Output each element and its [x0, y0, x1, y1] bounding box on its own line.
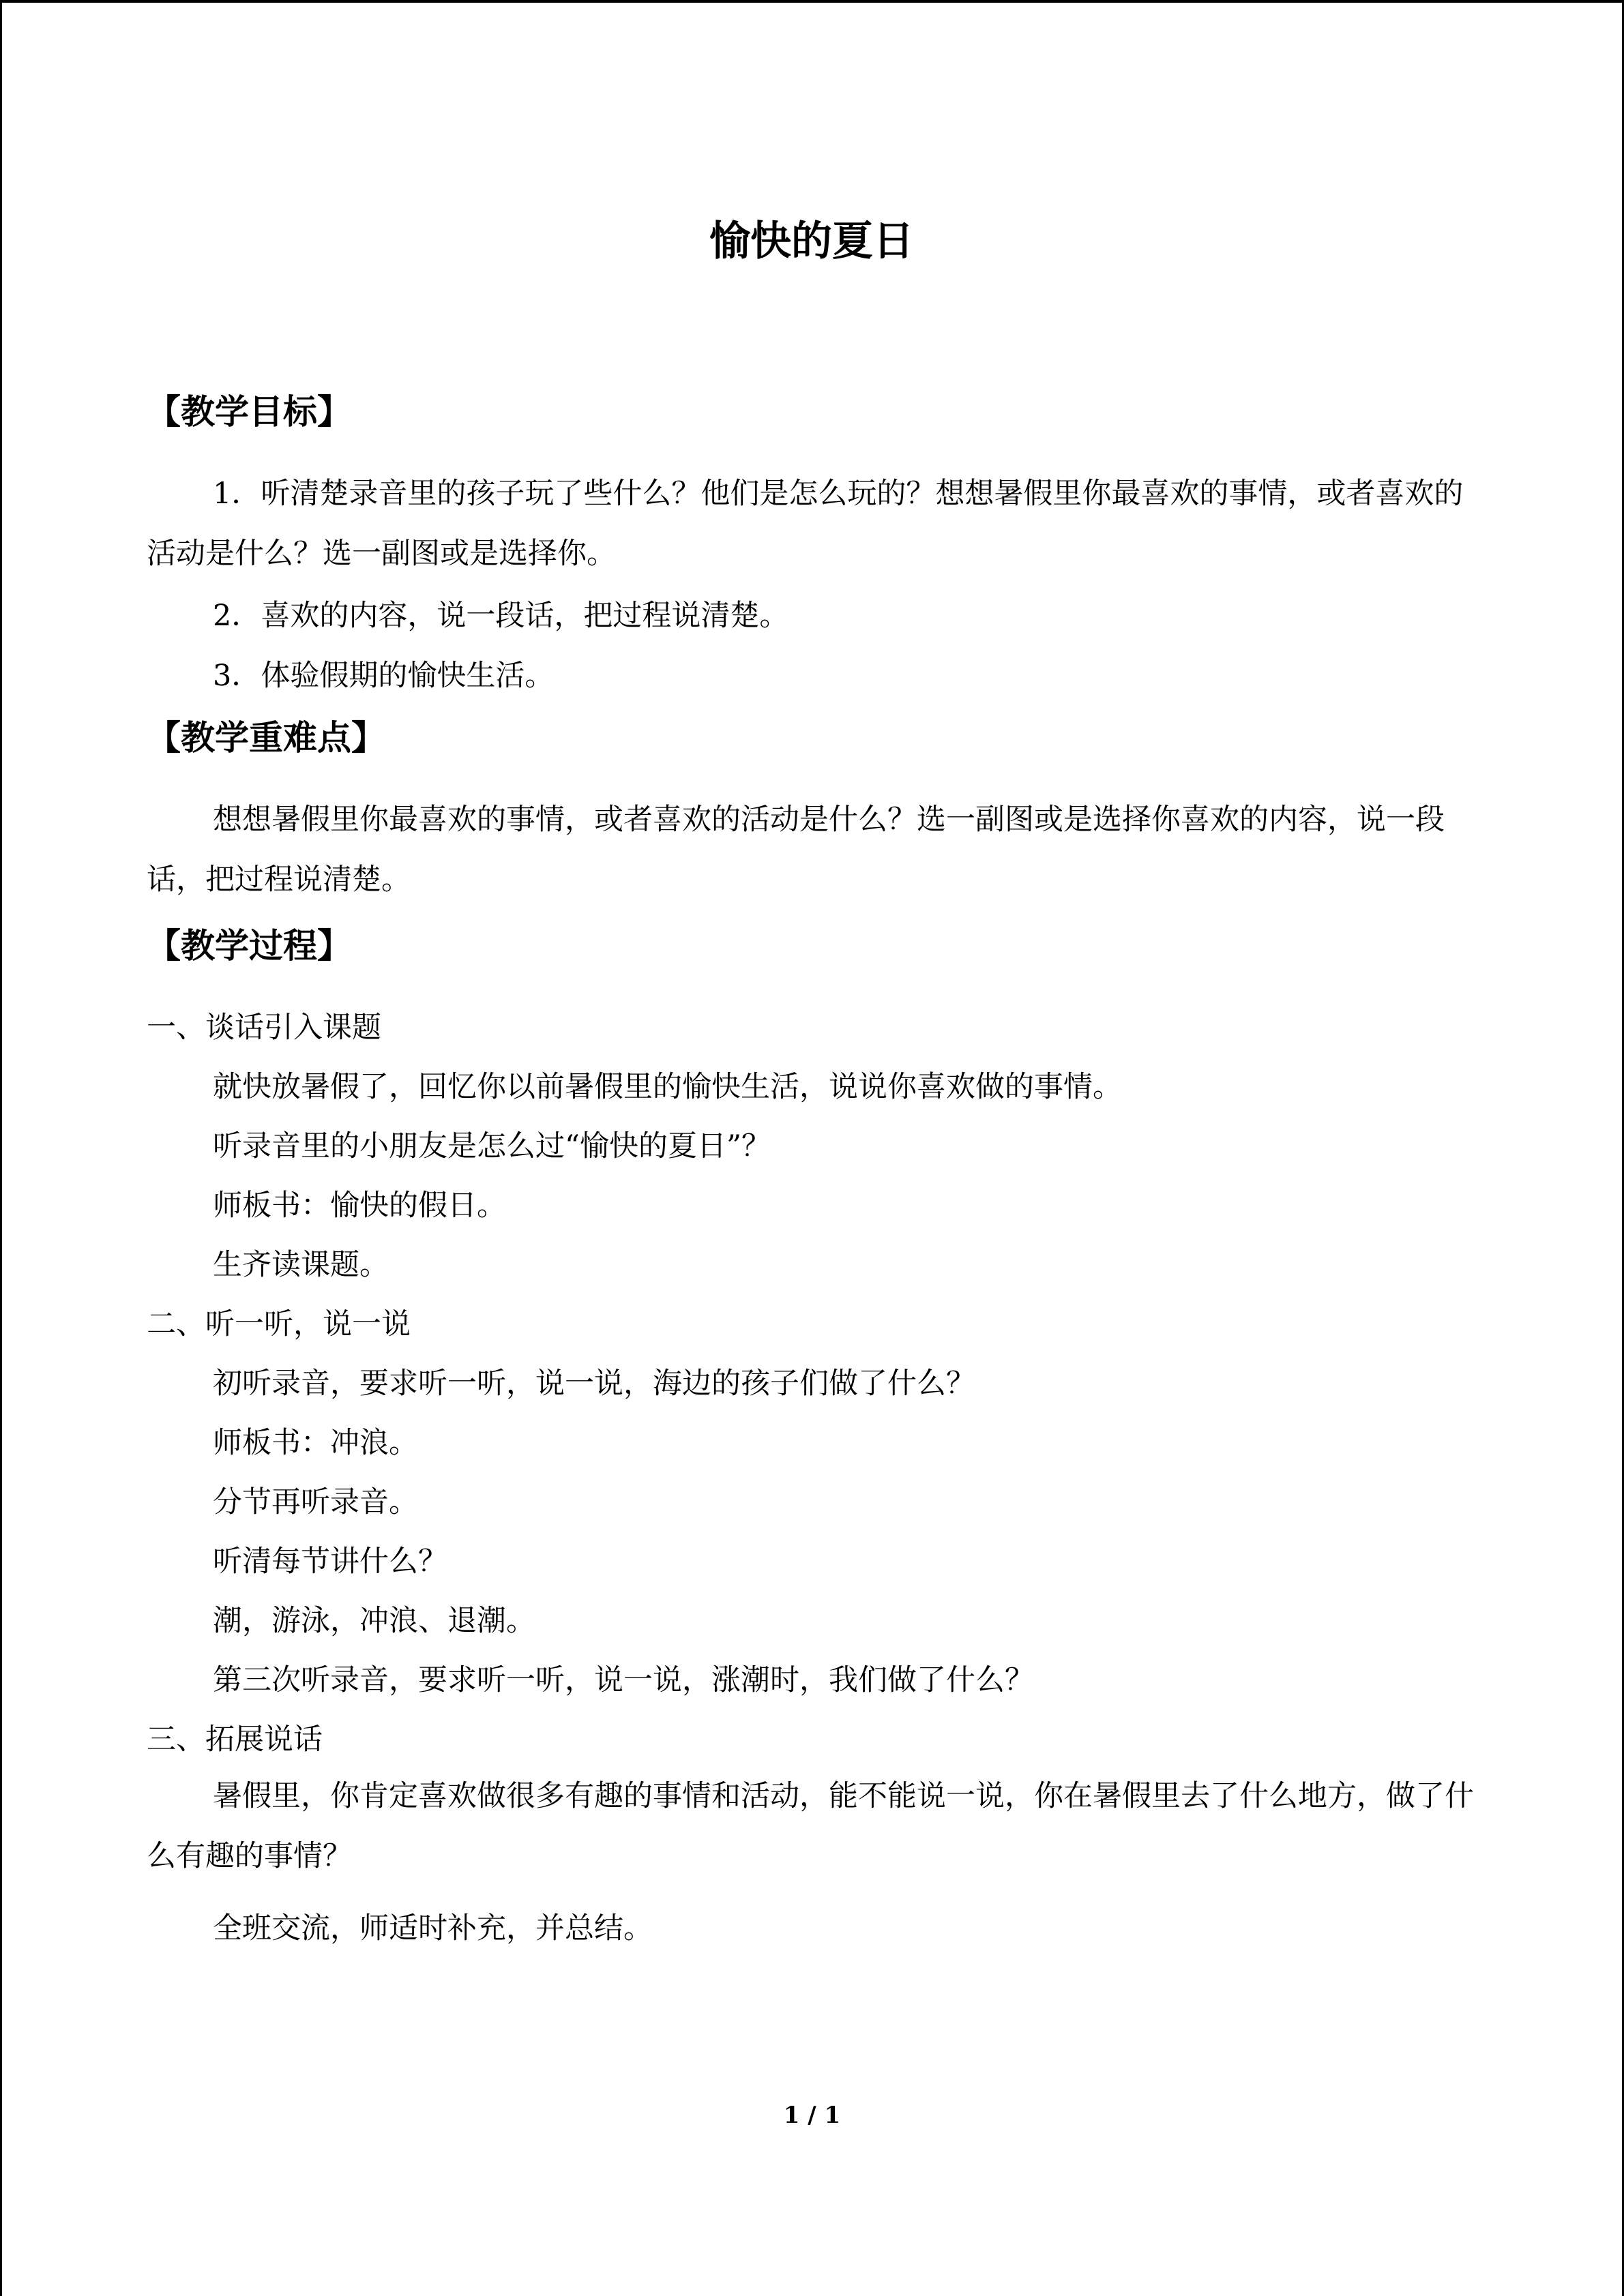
process-part1-line: 听录音里的小朋友是怎么过“愉快的夏日”？	[213, 1129, 771, 1163]
process-part2-line: 潮，游泳，冲浪、退潮。	[213, 1604, 535, 1638]
objective-item-3: 3．体验假期的愉快生活。	[213, 659, 555, 693]
objective-item-2: 2．喜欢的内容，说一段话，把过程说清楚。	[213, 599, 789, 633]
page-number: 1 / 1	[783, 2102, 841, 2129]
process-part3-line: 全班交流，师适时补充，并总结。	[213, 1911, 653, 1945]
process-part2-line: 师板书：冲浪。	[213, 1426, 418, 1460]
objective-item-1: 1．听清楚录音里的孩子玩了些什么？他们是怎么玩的？想想暑假里你最喜欢的事情，或者喜欢的活动是什么？选一副图或是选择你。	[147, 477, 1464, 571]
key-points-text: 想想暑假里你最喜欢的事情，或者喜欢的活动是什么？选一副图或是选择你喜欢的内容，说一段话，把过程说清楚。	[147, 803, 1445, 897]
process-part1-line: 就快放暑假了，回忆你以前暑假里的愉快生活，说说你喜欢做的事情。	[213, 1070, 1122, 1104]
process-part2-title: 二、听一听，说一说	[147, 1307, 411, 1341]
process-part2-line: 分节再听录音。	[213, 1485, 418, 1519]
process-part1-title: 一、谈话引入课题	[147, 1011, 381, 1045]
process-heading: 【教学过程】	[147, 926, 351, 966]
objectives-heading: 【教学目标】	[147, 392, 351, 432]
process-part3-title: 三、拓展说话	[147, 1723, 323, 1757]
process-part1-line: 生齐读课题。	[213, 1248, 389, 1282]
key-points-heading: 【教学重难点】	[147, 718, 385, 758]
process-part3-paragraph: 暑假里，你肯定喜欢做很多有趣的事情和活动，能不能说一说，你在暑假里去了什么地方，做了什么有趣的事情？	[147, 1779, 1474, 1873]
process-part2-line: 听清每节讲什么？	[213, 1545, 447, 1579]
process-part1-line: 师板书：愉快的假日。	[213, 1189, 506, 1223]
process-part2-line: 第三次听录音，要求听一听，说一说，涨潮时，我们做了什么？	[213, 1663, 1034, 1697]
process-part2-line: 初听录音，要求听一听，说一说，海边的孩子们做了什么？	[213, 1367, 975, 1401]
document-title: 愉快的夏日	[709, 218, 914, 265]
